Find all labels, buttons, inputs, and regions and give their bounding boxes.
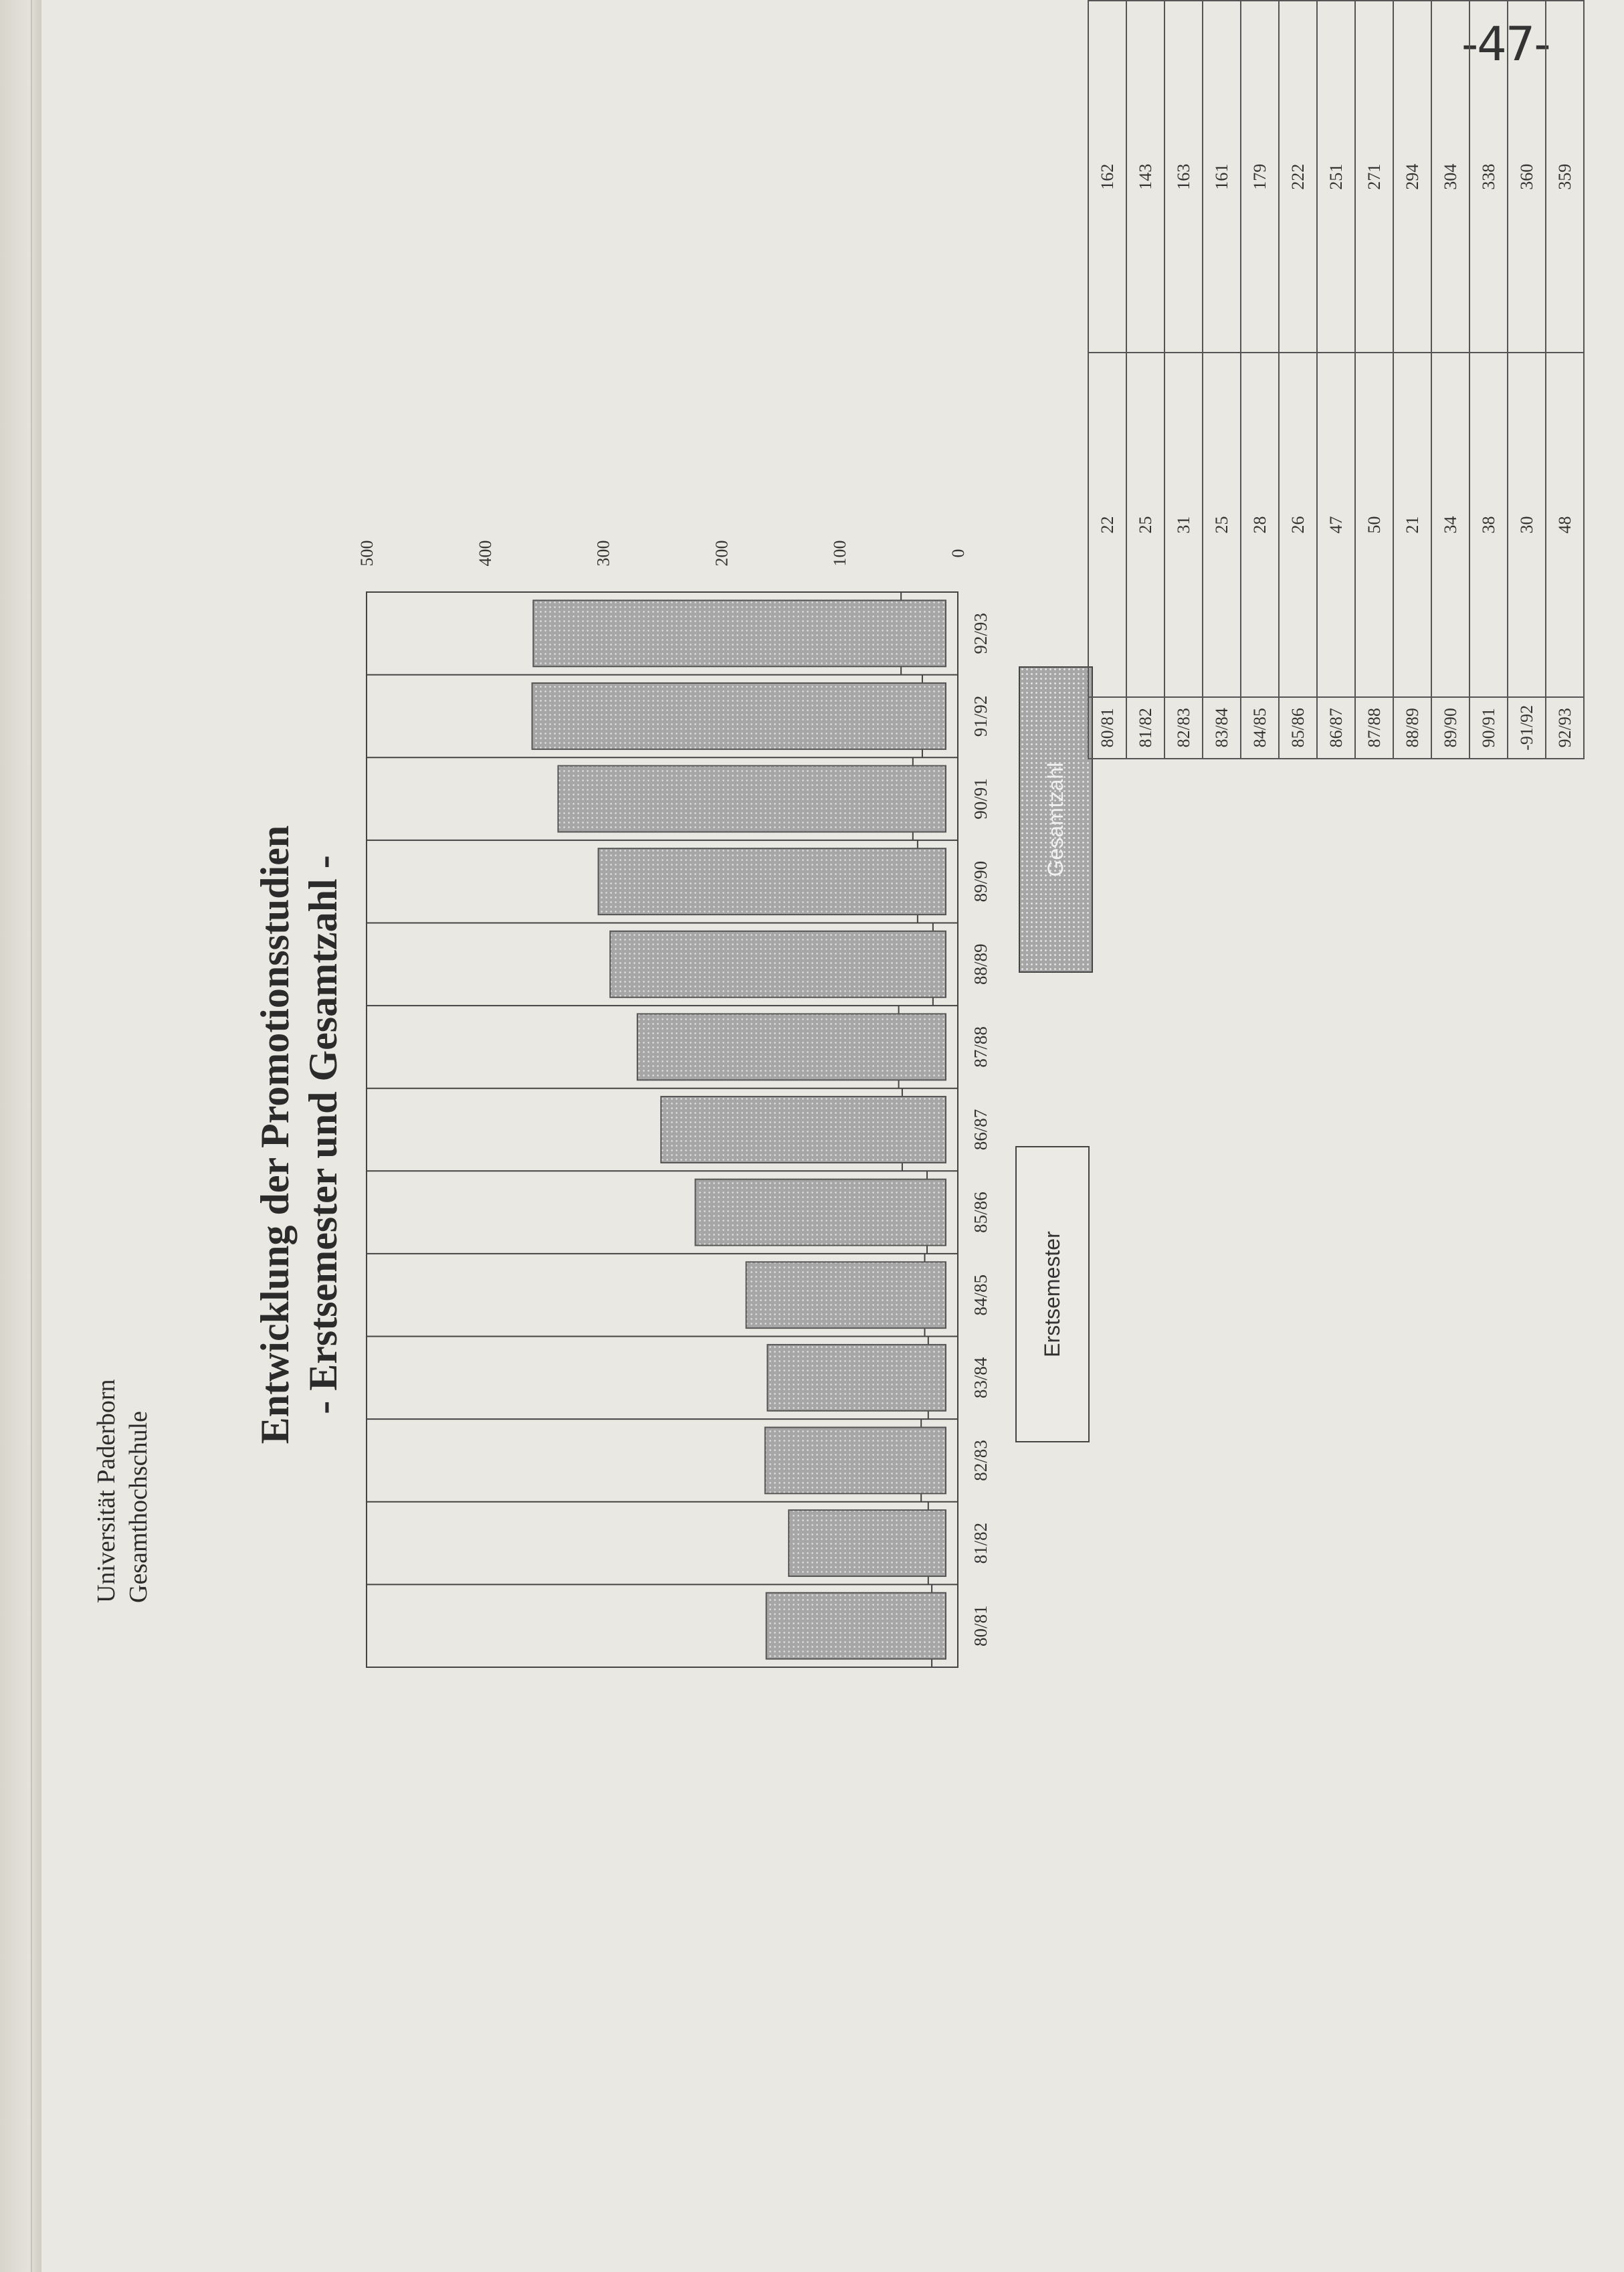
bar-gesamtzahl bbox=[532, 683, 946, 749]
y-tick-label: 400 bbox=[475, 540, 495, 567]
y-tick-label: 300 bbox=[593, 540, 613, 567]
table-row bbox=[1355, 1, 1393, 759]
table-cell-erst: 26 bbox=[1279, 353, 1317, 696]
bar-gesamtzahl bbox=[558, 766, 946, 832]
table-cell-erst: 48 bbox=[1546, 353, 1584, 696]
category-label: 86/87 bbox=[971, 1109, 991, 1151]
table-cell-year: 90/91 bbox=[1469, 697, 1508, 759]
table-row bbox=[1279, 1, 1317, 759]
chart-title-line2: - Erstsemester und Gesamtzahl - bbox=[301, 855, 345, 1414]
institution-line1: Universität Paderborn bbox=[92, 1379, 120, 1603]
bar-gesamtzahl bbox=[637, 1014, 946, 1080]
category-label: 88/89 bbox=[971, 943, 991, 985]
table-cell-year: -91/92 bbox=[1508, 697, 1546, 759]
category-label: 82/83 bbox=[971, 1440, 991, 1481]
bar-gesamtzahl bbox=[789, 1510, 946, 1576]
bar-gesamtzahl bbox=[599, 848, 946, 915]
table-cell-erst: 28 bbox=[1241, 353, 1279, 696]
legend-erstsemester: Erstsemester bbox=[1015, 1146, 1090, 1442]
category-label: 83/84 bbox=[971, 1357, 991, 1399]
table-cell-year: 92/93 bbox=[1546, 697, 1584, 759]
table-cell-ges: 222 bbox=[1279, 1, 1317, 353]
table-row bbox=[1203, 1, 1241, 759]
table-cell-erst: 50 bbox=[1355, 353, 1393, 696]
table-cell-ges: 360 bbox=[1508, 1, 1546, 353]
table-row bbox=[1164, 1, 1203, 759]
category-label: 90/91 bbox=[971, 778, 991, 820]
table-cell-year: 88/89 bbox=[1393, 697, 1431, 759]
table-row bbox=[1469, 1, 1508, 759]
y-tick-label: 100 bbox=[830, 540, 850, 567]
table-row bbox=[1241, 1, 1279, 759]
table-cell-year: 84/85 bbox=[1241, 697, 1279, 759]
bar-gesamtzahl bbox=[746, 1262, 946, 1328]
legend-gesamtzahl: Gesamtzahl bbox=[1019, 666, 1093, 973]
table-row bbox=[1508, 1, 1546, 759]
category-label: 80/81 bbox=[971, 1605, 991, 1646]
category-label: 84/85 bbox=[971, 1274, 991, 1316]
table-cell-ges: 251 bbox=[1317, 1, 1355, 353]
y-tick-label: 200 bbox=[712, 540, 732, 567]
y-tick-label: 500 bbox=[357, 540, 377, 567]
institution-line2: Gesamthochschule bbox=[124, 1410, 153, 1603]
table-cell-ges: 271 bbox=[1355, 1, 1393, 353]
bar-gesamtzahl bbox=[767, 1593, 946, 1659]
category-label: 81/82 bbox=[971, 1522, 991, 1564]
table-cell-erst: 25 bbox=[1126, 353, 1164, 696]
table-cell-erst: 47 bbox=[1317, 353, 1355, 696]
table-cell-year: 83/84 bbox=[1203, 697, 1241, 759]
table-cell-year: 87/88 bbox=[1355, 697, 1393, 759]
bar-gesamtzahl bbox=[610, 931, 946, 998]
table-cell-erst: 34 bbox=[1431, 353, 1469, 696]
table-row bbox=[1546, 1, 1584, 759]
bar-gesamtzahl bbox=[765, 1428, 946, 1494]
category-label: 87/88 bbox=[971, 1026, 991, 1068]
table-cell-year: 89/90 bbox=[1431, 697, 1469, 759]
table-cell-erst: 22 bbox=[1088, 353, 1126, 696]
bar-gesamtzahl bbox=[661, 1097, 946, 1163]
table-row bbox=[1126, 1, 1164, 759]
table-cell-ges: 179 bbox=[1241, 1, 1279, 353]
table-row bbox=[1317, 1, 1355, 759]
table-cell-ges: 162 bbox=[1088, 1, 1126, 353]
table-cell-ges: 338 bbox=[1469, 1, 1508, 353]
table-cell-erst: 31 bbox=[1164, 353, 1203, 696]
table-cell-year: 80/81 bbox=[1088, 697, 1126, 759]
table-cell-year: 81/82 bbox=[1126, 697, 1164, 759]
table-cell-year: 86/87 bbox=[1317, 697, 1355, 759]
category-label: 89/90 bbox=[971, 860, 991, 903]
table-cell-erst: 38 bbox=[1469, 353, 1508, 696]
table-cell-ges: 161 bbox=[1203, 1, 1241, 353]
category-label: 85/86 bbox=[971, 1192, 991, 1233]
table-cell-ges: 294 bbox=[1393, 1, 1431, 353]
table-cell-erst: 25 bbox=[1203, 353, 1241, 696]
table-cell-year: 82/83 bbox=[1164, 697, 1203, 759]
table-row bbox=[1393, 1, 1431, 759]
bar-gesamtzahl bbox=[533, 600, 946, 666]
category-label: 91/92 bbox=[971, 695, 991, 737]
table-row bbox=[1088, 1, 1126, 759]
table-cell-ges: 143 bbox=[1126, 1, 1164, 353]
table-cell-year: 85/86 bbox=[1279, 697, 1317, 759]
data-table bbox=[1088, 0, 1585, 759]
category-label: 92/93 bbox=[971, 613, 991, 654]
bar-gesamtzahl bbox=[767, 1345, 946, 1411]
table-cell-ges: 359 bbox=[1546, 1, 1584, 353]
table-row bbox=[1431, 1, 1469, 759]
page-number: -47- bbox=[1461, 17, 1550, 72]
table-cell-ges: 304 bbox=[1431, 1, 1469, 353]
chart-title-line1: Entwicklung der Promotionsstudien bbox=[253, 825, 297, 1444]
table-cell-erst: 30 bbox=[1508, 353, 1546, 696]
table-cell-erst: 21 bbox=[1393, 353, 1431, 696]
table-cell-ges: 163 bbox=[1164, 1, 1203, 353]
y-tick-label: 0 bbox=[948, 549, 968, 558]
bar-gesamtzahl bbox=[696, 1179, 946, 1246]
